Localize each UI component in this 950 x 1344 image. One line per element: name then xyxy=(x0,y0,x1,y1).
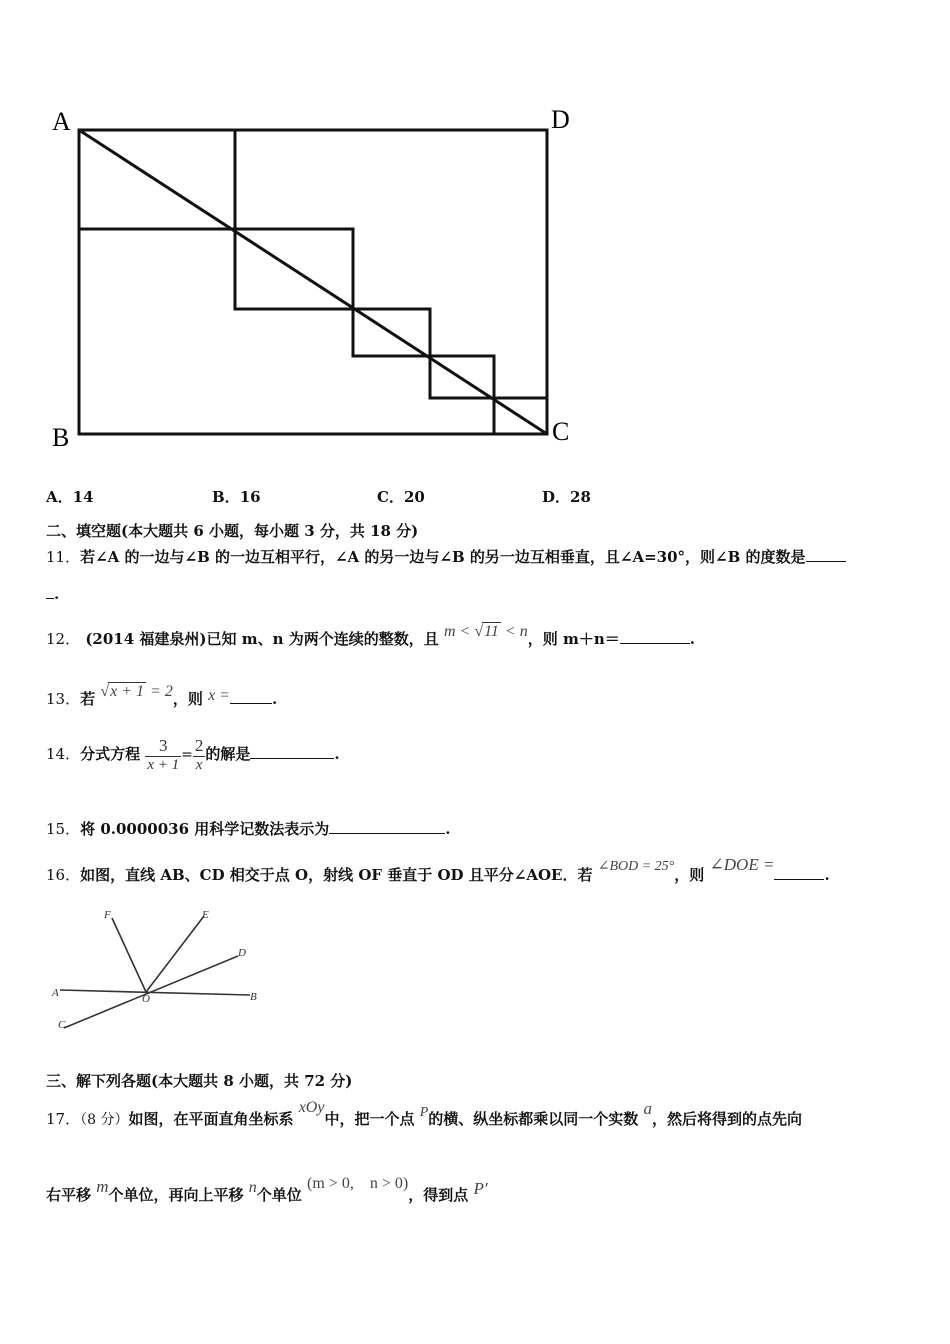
n-expr: n xyxy=(248,1179,257,1196)
question-number: 12． xyxy=(46,630,81,648)
question-text-mid: ，则 xyxy=(674,866,705,884)
question-11 xyxy=(46,546,846,567)
question-text: 将 0.0000036 用科学记数法表示为 xyxy=(80,820,330,838)
question-score: （8 分） xyxy=(80,1112,129,1128)
fig-label-d: D xyxy=(238,947,246,959)
option-letter: B． xyxy=(212,488,240,506)
question-14: 14．分式方程 $\frac{3}{x + 1}$ = $\frac{2}{x}$ 的解是 . xyxy=(46,736,340,773)
fig-label-a: A xyxy=(52,987,59,999)
question-17-line2: 右平移 m个单位，再向上平移 n个单位 (m > 0, n > 0)，得到点 P′ xyxy=(46,1175,488,1204)
question-17: 17．（8 分）如图，在平面直角坐标系 xOy中，把一个点 P的横、纵坐标都乘以同一个实数 a，然后将得到的点先向 xyxy=(46,1099,803,1128)
question-text: 分式方程 xyxy=(80,745,141,763)
question-number: 17． xyxy=(46,1110,81,1128)
question-number: 15． xyxy=(46,820,81,838)
intersecting-lines-figure xyxy=(46,904,266,1034)
xoy-expr: xOy xyxy=(298,1099,325,1116)
question-11-cont xyxy=(46,584,59,603)
question-13: 13．若 √x + 1 = 2，则 x = . xyxy=(46,683,278,708)
question-number: 11． xyxy=(46,548,81,566)
q10-option-b[interactable] xyxy=(212,486,261,507)
question-16: 16．如图，直线 AB、CD 相交于点 O，射线 OF 垂直于 OD 且平分∠AOE．若 ∠BOD = 25°，则 ∠DOE =. xyxy=(46,855,830,884)
label-d: D xyxy=(551,105,570,134)
x-expr: x = xyxy=(208,687,230,704)
answer-blank[interactable] xyxy=(230,689,272,704)
fig-label-e: E xyxy=(202,909,209,921)
question-text: 若∠A 的一边与∠B 的一边互相平行，∠A 的另一边与∠B 的另一边互相垂直，且∠A=30°，则∠B 的度数是 xyxy=(80,548,806,566)
diagonal-ac xyxy=(79,130,547,434)
question-text-after: 的解是 xyxy=(205,745,251,763)
end-mark: . xyxy=(54,585,60,603)
fig-label-b: B xyxy=(250,991,257,1003)
answer-blank[interactable] xyxy=(329,819,445,834)
answer-blank-cont[interactable] xyxy=(46,584,54,599)
option-value: 20 xyxy=(403,488,425,506)
angle-bod-expr: ∠BOD = 25° xyxy=(597,859,675,874)
question-text-mid: ，则 xyxy=(172,690,203,708)
label-c: C xyxy=(552,417,570,446)
label-a: A xyxy=(52,107,71,136)
m-expr: m xyxy=(96,1177,109,1196)
p-expr: P xyxy=(419,1105,429,1120)
fig-label-f: F xyxy=(104,909,111,921)
label-b: B xyxy=(52,423,70,452)
question-text: 已知 m、n 为两个连续的整数，且 xyxy=(206,630,439,648)
rectangle-staircase-diagram xyxy=(40,100,600,460)
question-text-after: ，则 m＋n＝ xyxy=(527,630,620,648)
question-text: 如图，直线 AB、CD 相交于点 O，射线 OF 垂直于 OD 且平分∠AOE．若 xyxy=(80,866,593,884)
q10-option-a[interactable] xyxy=(46,486,94,507)
question-number: 14． xyxy=(46,745,81,763)
condition-expr: (m > 0, n > 0) xyxy=(307,1175,409,1192)
answer-blank[interactable] xyxy=(774,865,824,880)
q10-option-c[interactable] xyxy=(377,486,425,507)
q10-option-d[interactable] xyxy=(542,486,591,507)
question-text: 若 xyxy=(80,690,96,708)
sqrt-expr: √x + 1 = 2 xyxy=(100,683,173,700)
angle-doe-expr: ∠DOE = xyxy=(709,855,775,874)
question-15: 15．将 0.0000036 用科学记数法表示为 . xyxy=(46,820,451,838)
section3-title: 三、解下列各题(本大题共 8 小题，共 72 分) xyxy=(46,1072,353,1090)
question-source: (2014 福建泉州) xyxy=(85,630,207,648)
option-value: 28 xyxy=(570,488,591,506)
answer-blank[interactable] xyxy=(620,629,690,644)
question-number: 16． xyxy=(46,866,81,884)
option-letter: D． xyxy=(542,488,571,506)
question-12: 12． (2014 福建泉州)已知 m、n 为两个连续的整数，且 m < √11 < n，则 m＋n＝ . xyxy=(46,623,695,648)
fig-label-o: O xyxy=(142,993,150,1005)
question-number: 13． xyxy=(46,690,81,708)
answer-blank[interactable] xyxy=(250,744,334,759)
inequality-expr: m < √11 < n xyxy=(443,623,528,640)
section2-title: 二、填空题(本大题共 6 小题，每小题 3 分，共 18 分) xyxy=(46,522,419,540)
option-value: 16 xyxy=(239,488,261,506)
option-letter: A． xyxy=(46,488,73,506)
fraction-2: $\frac{2}{x}$ xyxy=(194,736,204,773)
question-text: 如图，在平面直角坐标系 xyxy=(128,1110,294,1128)
option-value: 14 xyxy=(72,488,94,506)
fig-label-c: C xyxy=(58,1019,66,1031)
p-prime-expr: P′ xyxy=(473,1179,488,1198)
answer-blank[interactable] xyxy=(806,547,846,562)
fraction-1: $\frac{3}{x + 1}$ xyxy=(147,736,180,773)
option-letter: C． xyxy=(377,488,404,506)
a-expr: a xyxy=(643,1099,653,1118)
